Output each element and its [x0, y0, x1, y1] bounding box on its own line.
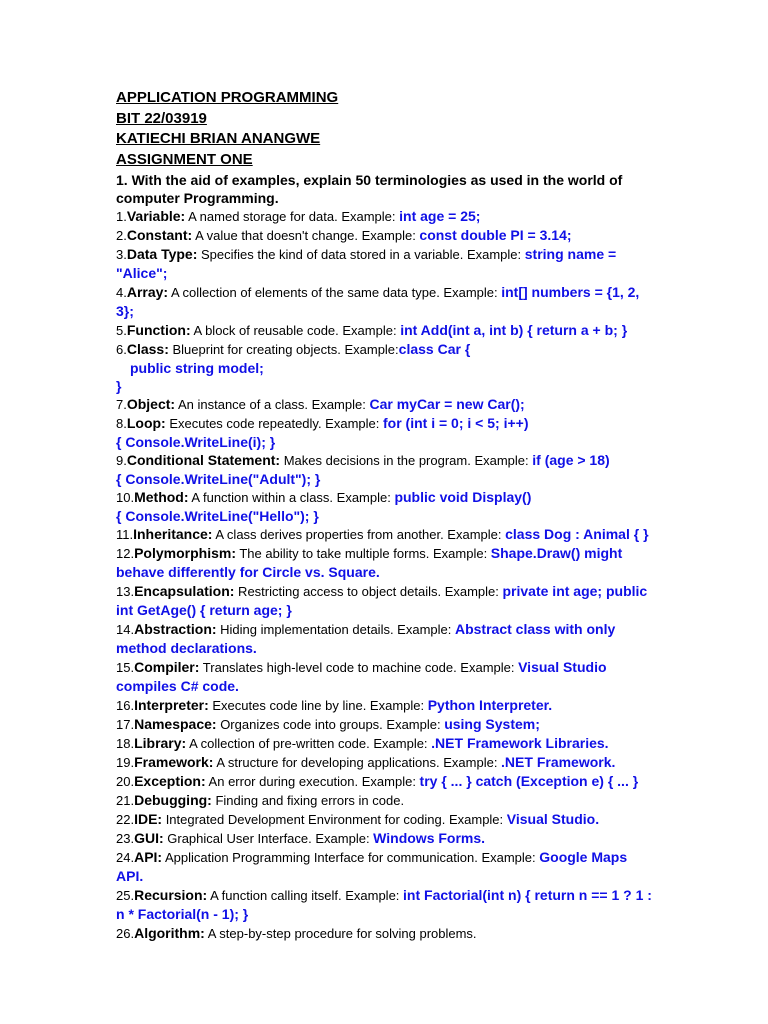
entry-number: 18. — [116, 736, 135, 751]
term-description: A collection of elements of the same data type. Example: — [168, 285, 502, 300]
term-description: Integrated Development Environment for coding. Example: — [162, 812, 507, 827]
term-description: Blueprint for creating objects. Example: — [168, 342, 399, 357]
term-description: Translates high-level code to machine code. Example: — [199, 660, 519, 675]
term-entry — [116, 283, 656, 321]
term-entry — [116, 886, 656, 924]
term-entry — [116, 620, 656, 658]
term-name: Algorithm: — [134, 925, 205, 941]
term-description: Restricting access to object details. Example: — [234, 584, 503, 599]
term-entry — [116, 321, 656, 340]
term-name: Library: — [134, 735, 187, 751]
entry-number: 13. — [116, 584, 135, 599]
term-name: Method: — [134, 489, 189, 505]
term-name: Exception: — [134, 773, 206, 789]
term-description: A value that doesn't change. Example: — [192, 228, 420, 243]
term-entry — [116, 544, 656, 582]
entry-number: 11. — [116, 527, 134, 542]
term-description: Specifies the kind of data stored in a variable. Example: — [197, 247, 525, 262]
entry-number: 15. — [116, 660, 135, 675]
entry-number: 10. — [116, 490, 135, 505]
entry-number: 2. — [116, 228, 127, 243]
term-entry — [116, 810, 656, 829]
term-name: Debugging: — [134, 792, 212, 808]
code-example: const double PI = 3.14; — [419, 227, 572, 243]
term-description: A block of reusable code. Example: — [190, 323, 401, 338]
code-example: if (age > 18) — [532, 452, 610, 468]
code-example: Abstract class with only method declarations. — [116, 621, 616, 656]
term-entry — [116, 340, 656, 359]
term-description: An instance of a class. Example: — [175, 397, 370, 412]
term-description: A structure for developing applications. Example: — [213, 755, 502, 770]
term-entry — [116, 829, 656, 848]
term-entry — [116, 207, 656, 226]
code-example: .NET Framework. — [501, 754, 616, 770]
entry-number: 8. — [116, 416, 127, 431]
question-text: 1. With the aid of examples, explain 50 terminologies as used in the world of computer Programming. — [116, 172, 623, 206]
term-name: IDE: — [134, 811, 163, 827]
term-description: A class derives properties from another. Example: — [212, 527, 506, 542]
code-example: int[] numbers = {1, 2, 3}; — [116, 284, 640, 319]
code-example: public void Display() — [394, 489, 532, 505]
term-name: Framework: — [134, 754, 214, 770]
code-example: Windows Forms. — [373, 830, 486, 846]
registration-number: BIT 22/03919 — [116, 109, 207, 127]
term-entry — [116, 658, 656, 696]
term-description: Finding and fixing errors in code. — [211, 793, 405, 808]
entry-number: 21. — [116, 793, 135, 808]
term-description: Graphical User Interface. Example: — [163, 831, 374, 846]
term-description: Makes decisions in the program. Example: — [280, 453, 533, 468]
term-entry — [116, 715, 656, 734]
entry-number: 7. — [116, 397, 127, 412]
term-description: Executes code repeatedly. Example: — [165, 416, 383, 431]
entry-number: 26. — [116, 926, 135, 941]
code-example: Shape.Draw() might behave differently for Circle vs. Square. — [116, 545, 623, 580]
entry-number: 1. — [116, 209, 127, 224]
code-example: Visual Studio compiles C# code. — [116, 659, 607, 694]
term-name: Constant: — [126, 227, 193, 243]
term-entry — [116, 245, 656, 283]
entry-number: 16. — [116, 698, 135, 713]
entry-number: 25. — [116, 888, 135, 903]
code-example: int age = 25; — [399, 208, 481, 224]
term-entry — [116, 753, 656, 772]
term-entry — [116, 848, 656, 886]
entry-number: 5. — [116, 323, 127, 338]
term-entry — [116, 525, 656, 544]
term-entry — [116, 488, 656, 507]
code-example-continuation: { Console.WriteLine("Adult"); } — [116, 471, 321, 487]
code-example-continuation: } — [116, 378, 122, 394]
entry-number: 17. — [116, 717, 135, 732]
code-example: int Add(int a, int b) { return a + b; } — [400, 322, 628, 338]
entry-number: 20. — [116, 774, 135, 789]
term-entry — [116, 582, 656, 620]
code-example: using System; — [444, 716, 540, 732]
entry-number: 3. — [116, 247, 127, 262]
entry-number: 6. — [116, 342, 127, 357]
term-name: Compiler: — [134, 659, 200, 675]
code-example: Visual Studio. — [506, 811, 600, 827]
term-entry — [116, 791, 656, 810]
term-description: Application Programming Interface for communication. Example: — [162, 850, 540, 865]
code-example: Google Maps API. — [116, 849, 628, 884]
assignment-title: ASSIGNMENT ONE — [116, 150, 253, 168]
term-name: Polymorphism: — [134, 545, 236, 561]
student-name: KATIECHI BRIAN ANANGWE — [116, 130, 321, 147]
entry-number: 24. — [116, 850, 135, 865]
term-description: A function calling itself. Example: — [207, 888, 404, 903]
code-example: Python Interpreter. — [427, 697, 553, 713]
term-name: Inheritance: — [133, 526, 213, 542]
term-entry — [116, 414, 656, 433]
term-entry — [116, 395, 656, 414]
code-example: private int age; public int GetAge() { return age; } — [116, 583, 648, 618]
term-description: A named storage for data. Example: — [185, 209, 400, 224]
code-example: class Car { — [398, 341, 471, 357]
term-name: Class: — [126, 341, 169, 357]
code-example-continuation: { Console.WriteLine("Hello"); } — [116, 508, 319, 524]
entry-number: 12. — [116, 546, 135, 561]
term-entry — [116, 772, 656, 791]
entry-number: 14. — [116, 622, 135, 637]
term-description: Hiding implementation details. Example: — [216, 622, 455, 637]
term-name: Namespace: — [134, 716, 217, 732]
code-example: class Dog : Animal { } — [505, 526, 649, 542]
term-description: Executes code line by line. Example: — [208, 698, 428, 713]
term-description: A collection of pre-written code. Example: — [186, 736, 432, 751]
term-entry — [116, 924, 656, 943]
code-example: Car myCar = new Car(); — [369, 396, 525, 412]
code-example: string name = "Alice"; — [116, 246, 617, 281]
term-entry — [116, 734, 656, 753]
code-example: int Factorial(int n) { return n == 1 ? 1 : n * Factorial(n - 1); } — [116, 887, 652, 922]
term-entry — [116, 696, 656, 715]
term-name: Loop: — [126, 415, 166, 431]
term-description: An error during execution. Example: — [205, 774, 420, 789]
term-entry — [116, 451, 656, 470]
term-name: Interpreter: — [134, 697, 209, 713]
term-name: API: — [134, 849, 163, 865]
term-name: Data Type: — [126, 246, 198, 262]
code-example-continuation: public string model; — [130, 360, 264, 376]
entry-number: 22. — [116, 812, 135, 827]
code-example: try { ... } catch (Exception e) { ... } — [419, 773, 639, 789]
entry-number: 9. — [116, 453, 127, 468]
term-entry — [116, 226, 656, 245]
code-example: .NET Framework Libraries. — [431, 735, 609, 751]
term-name: Abstraction: — [134, 621, 217, 637]
term-description: A step-by-step procedure for solving problems. — [204, 926, 477, 941]
term-name: Object: — [126, 396, 176, 412]
document-content — [116, 88, 656, 943]
code-example-continuation: { Console.WriteLine(i); } — [116, 434, 276, 450]
term-description: Organizes code into groups. Example: — [216, 717, 445, 732]
term-name: GUI: — [134, 830, 164, 846]
entry-number: 4. — [116, 285, 127, 300]
term-name: Conditional Statement: — [126, 452, 281, 468]
entry-number: 19. — [116, 755, 135, 770]
term-name: Function: — [126, 322, 191, 338]
term-description: The ability to take multiple forms. Example: — [235, 546, 491, 561]
term-description: A function within a class. Example: — [188, 490, 395, 505]
term-name: Array: — [126, 284, 169, 300]
term-name: Recursion: — [134, 887, 208, 903]
term-name: Variable: — [126, 208, 186, 224]
terminology-list — [116, 207, 656, 943]
entry-number: 23. — [116, 831, 135, 846]
course-title: APPLICATION PROGRAMMING — [116, 89, 339, 106]
code-example: for (int i = 0; i < 5; i++) — [383, 415, 529, 431]
term-name: Encapsulation: — [134, 583, 235, 599]
